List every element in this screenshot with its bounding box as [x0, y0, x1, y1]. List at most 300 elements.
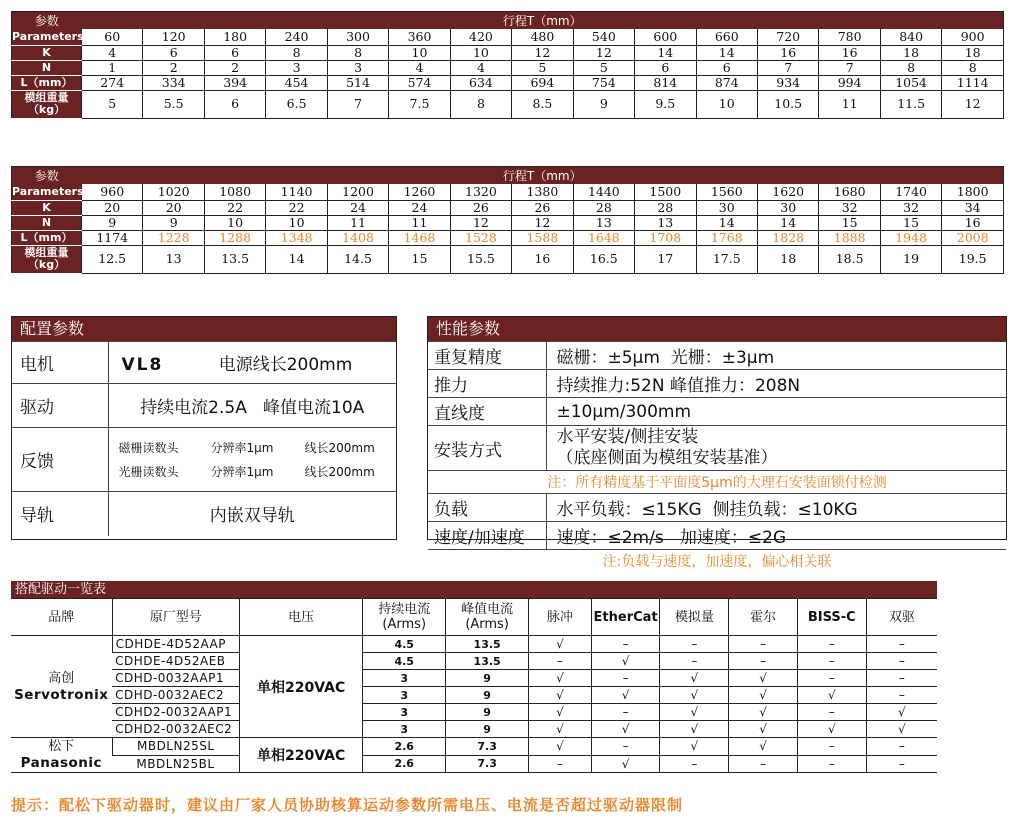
perf-value-0: 磁栅：±5μm 光栅：±3μm — [546, 342, 1006, 370]
support-cell: √ — [866, 721, 937, 738]
model-cell: MBDLN25BL — [112, 755, 239, 773]
cell-L: 394 — [204, 75, 265, 90]
cell-W: 7.5 — [389, 90, 450, 118]
drive-label: 驱动 — [12, 384, 108, 428]
cell-T: 1620 — [757, 184, 818, 200]
support-cell: – — [729, 755, 798, 773]
cell-K: 14 — [696, 45, 757, 60]
weight-label-unit: （kg） — [27, 258, 66, 271]
drives-title: 搭配驱动一览表 — [11, 581, 937, 599]
support-cell: – — [797, 636, 866, 653]
cell-W: 11.5 — [880, 90, 941, 118]
weight-label-cn: 模组重量 — [24, 246, 69, 259]
cell-W: 13.5 — [204, 245, 265, 273]
support-cell: √ — [660, 738, 729, 756]
cell-N: 8 — [880, 60, 941, 75]
cell-N: 13 — [635, 215, 696, 230]
cell-L: 694 — [512, 75, 573, 90]
drive-header-5: 脉冲 — [529, 599, 592, 636]
cell-T: 1260 — [389, 184, 450, 200]
cell-W: 14 — [266, 245, 327, 273]
drive-header-2: 电压 — [239, 599, 362, 636]
perf-note-2: 注:负载与速度，加速度，偏心相关联 — [428, 550, 1006, 573]
brand-cn: 松下 — [48, 739, 75, 754]
cell-N: 4 — [450, 60, 511, 75]
support-cell: √ — [797, 687, 866, 704]
cell-N: 2 — [143, 60, 204, 75]
cell-N: 11 — [389, 215, 450, 230]
cell-L: 754 — [573, 75, 634, 90]
cell-W: 12 — [942, 90, 1004, 118]
fb1-res: 分辨率1μm — [210, 440, 274, 455]
support-cell: √ — [529, 738, 592, 756]
cell-L: 1174 — [82, 230, 143, 245]
cell-N: 14 — [696, 215, 757, 230]
header-cont-l1: 持续电流 — [378, 602, 431, 617]
cell-N: 12 — [450, 215, 511, 230]
cell-K: 6 — [204, 45, 265, 60]
model-cell: CDHD-0032AAP1 — [112, 670, 239, 687]
drive-row — [11, 721, 937, 738]
drive-row — [11, 687, 937, 704]
cell-T: 240 — [266, 29, 327, 45]
cell-N: 9 — [82, 215, 143, 230]
cell-T: 1200 — [327, 184, 388, 200]
support-cell: √ — [529, 687, 592, 704]
support-cell: – — [660, 653, 729, 670]
support-cell: – — [591, 738, 660, 756]
perf-value-2: ±10μm/300mm — [546, 398, 1006, 426]
cell-K: 20 — [82, 200, 143, 215]
cell-L: 1588 — [512, 230, 573, 245]
support-cell: √ — [729, 738, 798, 756]
perf-note-1: 注：所有精度基于平面度5μm的大理石安装面锁付检测 — [428, 471, 1006, 494]
cell-L: 1708 — [635, 230, 696, 245]
cell-L: 1408 — [327, 230, 388, 245]
weight-label-cn: 模组重量 — [24, 91, 69, 104]
model-cell: CDHD2-0032AAP1 — [112, 704, 239, 721]
config-title: 配置参数 — [12, 317, 396, 341]
support-cell: – — [866, 755, 937, 773]
cell-L: 1828 — [757, 230, 818, 245]
support-cell: √ — [591, 687, 660, 704]
row-label-T: Parameters — [12, 29, 82, 45]
cell-K: 14 — [635, 45, 696, 60]
brand-en: Servotronix — [14, 686, 109, 703]
cell-L: 1648 — [573, 230, 634, 245]
voltage-cell: 单相220VAC — [239, 738, 362, 773]
cell-W: 5 — [82, 90, 143, 118]
cell-W: 14.5 — [327, 245, 388, 273]
cell-W: 7 — [327, 90, 388, 118]
cell-W: 8 — [450, 90, 511, 118]
drive-header-6: EtherCat — [591, 599, 660, 636]
cell-T: 360 — [389, 29, 450, 45]
support-cell: √ — [660, 721, 729, 738]
drive-header-0: 品牌 — [11, 599, 112, 636]
cell-T: 120 — [143, 29, 204, 45]
cell-K: 22 — [266, 200, 327, 215]
cell-N: 10 — [204, 215, 265, 230]
cell-L: 874 — [696, 75, 757, 90]
cell-W: 12.5 — [82, 245, 143, 273]
cell-N: 5 — [512, 60, 573, 75]
support-cell: √ — [591, 755, 660, 773]
cell-L: 1228 — [143, 230, 204, 245]
header-cont-l2: (Arms) — [382, 617, 427, 632]
brand-cn: 高创 — [48, 670, 75, 686]
cell-N: 8 — [942, 60, 1004, 75]
cell-L: 1768 — [696, 230, 757, 245]
stroke-table-1 — [11, 11, 1004, 119]
row-label-W — [12, 245, 82, 273]
cell-N: 11 — [327, 215, 388, 230]
cell-T: 1800 — [942, 184, 1004, 200]
stroke-header: 行程T（mm） — [82, 12, 1004, 30]
model-cell: CDHD-0032AEC2 — [112, 687, 239, 704]
cell-K: 16 — [757, 45, 818, 60]
cell-N: 15 — [819, 215, 880, 230]
support-cell: √ — [591, 653, 660, 670]
row-label-L: L（mm） — [12, 75, 82, 90]
cell-N: 2 — [204, 60, 265, 75]
support-cell: – — [591, 704, 660, 721]
drive-row — [11, 670, 937, 687]
drive-row — [11, 636, 937, 653]
cell-W: 16.5 — [573, 245, 634, 273]
support-cell: – — [797, 653, 866, 670]
support-cell: – — [591, 636, 660, 653]
cell-K: 22 — [204, 200, 265, 215]
cell-W: 18.5 — [819, 245, 880, 273]
model-cell: CDHD2-0032AEC2 — [112, 721, 239, 738]
cell-W: 8.5 — [512, 90, 573, 118]
cell-W: 11 — [819, 90, 880, 118]
cell-L: 2008 — [942, 230, 1004, 245]
weight-label-unit: （kg） — [27, 103, 66, 116]
motor-model: VL8 — [121, 355, 164, 375]
cell-K: 18 — [880, 45, 941, 60]
cell-W: 15 — [389, 245, 450, 273]
cell-T: 720 — [757, 29, 818, 45]
peak-current: 7.3 — [446, 738, 529, 756]
model-cell: CDHDE-4D52AEB — [112, 653, 239, 670]
drive-value: 持续电流2.5A 峰值电流10A — [108, 384, 396, 428]
cell-K: 28 — [573, 200, 634, 215]
cell-N: 6 — [635, 60, 696, 75]
cell-W: 10.5 — [757, 90, 818, 118]
cell-L: 1348 — [266, 230, 327, 245]
cell-N: 3 — [266, 60, 327, 75]
drive-row — [11, 653, 937, 670]
drive-header-4 — [446, 599, 529, 636]
perf-value-3b: （底座侧面为模组安装基准） — [556, 448, 778, 468]
cell-L: 1288 — [204, 230, 265, 245]
row-label-L: L（mm） — [12, 230, 82, 245]
support-cell: – — [660, 636, 729, 653]
cell-K: 8 — [327, 45, 388, 60]
row-label-N: N — [12, 60, 82, 75]
cell-T: 780 — [819, 29, 880, 45]
rail-value: 内嵌双导轨 — [108, 492, 396, 536]
row-label-K: K — [12, 45, 82, 60]
cell-L: 1468 — [389, 230, 450, 245]
row-label-T: Parameters — [12, 184, 82, 200]
cell-T: 300 — [327, 29, 388, 45]
perf-value-5: 速度：≤2m/s 加速度：≤2G — [546, 522, 1006, 550]
cell-L: 1054 — [880, 75, 941, 90]
param-cn: 参数 — [12, 167, 82, 185]
cell-L: 574 — [389, 75, 450, 90]
header-peak-l1: 峰值电流 — [461, 602, 514, 617]
rail-label: 导轨 — [12, 492, 108, 536]
support-cell: – — [797, 670, 866, 687]
cell-N: 15 — [880, 215, 941, 230]
cell-K: 30 — [757, 200, 818, 215]
fb2-res: 分辨率1μm — [210, 464, 274, 479]
perf-label-2: 直线度 — [428, 398, 546, 426]
cell-T: 420 — [450, 29, 511, 45]
cell-W: 6 — [204, 90, 265, 118]
cell-T: 900 — [942, 29, 1004, 45]
cell-T: 1740 — [880, 184, 941, 200]
fb1-len: 线长200mm — [304, 440, 375, 455]
cell-W: 17.5 — [696, 245, 757, 273]
model-cell: MBDLN25SL — [112, 738, 239, 756]
row-label-K: K — [12, 200, 82, 215]
cell-T: 1320 — [450, 184, 511, 200]
support-cell: – — [866, 670, 937, 687]
cell-N: 10 — [266, 215, 327, 230]
cell-K: 6 — [143, 45, 204, 60]
drives-table — [11, 598, 937, 773]
cell-N: 14 — [757, 215, 818, 230]
cell-W: 9.5 — [635, 90, 696, 118]
cell-W: 13 — [143, 245, 204, 273]
support-cell: √ — [660, 670, 729, 687]
drive-header-7: 模拟量 — [660, 599, 729, 636]
cell-K: 10 — [389, 45, 450, 60]
support-cell: – — [729, 653, 798, 670]
support-cell: √ — [529, 704, 592, 721]
cell-K: 26 — [450, 200, 511, 215]
support-cell: √ — [529, 721, 592, 738]
cell-T: 840 — [880, 29, 941, 45]
support-cell: – — [729, 636, 798, 653]
model-cell: CDHDE-4D52AAP — [112, 636, 239, 653]
support-cell: – — [797, 704, 866, 721]
cont-current: 3 — [363, 721, 446, 738]
cont-current: 4.5 — [363, 636, 446, 653]
support-cell: – — [797, 738, 866, 756]
cont-current: 2.6 — [363, 738, 446, 756]
fb2-name: 光栅读数头 — [118, 464, 179, 479]
support-cell: √ — [729, 687, 798, 704]
cont-current: 3 — [363, 687, 446, 704]
feedback-label: 反馈 — [12, 428, 108, 492]
row-label-N: N — [12, 215, 82, 230]
drive-header-1: 原厂型号 — [112, 599, 239, 636]
cell-N: 13 — [573, 215, 634, 230]
support-cell: – — [866, 653, 937, 670]
drive-header-10: 双驱 — [866, 599, 937, 636]
support-cell: √ — [660, 704, 729, 721]
cell-T: 60 — [82, 29, 143, 45]
cont-current: 2.6 — [363, 755, 446, 773]
cell-N: 7 — [819, 60, 880, 75]
motor-label: 电机 — [12, 342, 108, 384]
peak-current: 9 — [446, 704, 529, 721]
cell-K: 24 — [327, 200, 388, 215]
stroke-table-2 — [11, 166, 1004, 274]
perf-value-1: 持续推力:52N 峰值推力：208N — [546, 370, 1006, 398]
cell-W: 15.5 — [450, 245, 511, 273]
cell-W: 19.5 — [942, 245, 1004, 273]
cell-T: 660 — [696, 29, 757, 45]
drive-row — [11, 738, 937, 756]
cell-L: 1888 — [819, 230, 880, 245]
support-cell: – — [866, 738, 937, 756]
cell-K: 32 — [819, 200, 880, 215]
cell-N: 16 — [942, 215, 1004, 230]
cell-T: 1080 — [204, 184, 265, 200]
cell-K: 12 — [573, 45, 634, 60]
drive-header-3 — [363, 599, 446, 636]
support-cell: – — [660, 755, 729, 773]
drive-row — [11, 755, 937, 773]
cell-N: 5 — [573, 60, 634, 75]
drive-header-8: 霍尔 — [729, 599, 798, 636]
cell-T: 1500 — [635, 184, 696, 200]
cell-K: 28 — [635, 200, 696, 215]
perf-value-4: 水平负载：≤15KG 侧挂负载：≤10KG — [546, 494, 1006, 522]
config-panel — [11, 316, 397, 540]
cell-T: 540 — [573, 29, 634, 45]
cell-K: 24 — [389, 200, 450, 215]
cell-K: 20 — [143, 200, 204, 215]
cell-T: 960 — [82, 184, 143, 200]
cell-T: 480 — [512, 29, 573, 45]
cell-W: 5.5 — [143, 90, 204, 118]
voltage-cell: 单相220VAC — [239, 636, 362, 738]
perf-label-1: 推力 — [428, 370, 546, 398]
cell-N: 12 — [512, 215, 573, 230]
support-cell: – — [529, 755, 592, 773]
drive-row — [11, 704, 937, 721]
cell-W: 16 — [512, 245, 573, 273]
cell-T: 1140 — [266, 184, 327, 200]
feedback-row-1 — [119, 436, 396, 460]
cell-W: 6.5 — [266, 90, 327, 118]
fb1-name: 磁栅读数头 — [118, 440, 179, 455]
perf-label-4: 负载 — [428, 494, 546, 522]
perf-label-3: 安装方式 — [428, 426, 546, 471]
cell-N: 9 — [143, 215, 204, 230]
cell-T: 180 — [204, 29, 265, 45]
support-cell: – — [797, 755, 866, 773]
cell-L: 994 — [819, 75, 880, 90]
cell-K: 32 — [880, 200, 941, 215]
cell-T: 1020 — [143, 184, 204, 200]
cell-K: 12 — [512, 45, 573, 60]
cont-current: 3 — [363, 704, 446, 721]
peak-current: 9 — [446, 687, 529, 704]
support-cell: √ — [797, 721, 866, 738]
cell-K: 4 — [82, 45, 143, 60]
support-cell: – — [529, 653, 592, 670]
cell-W: 18 — [757, 245, 818, 273]
cell-T: 1560 — [696, 184, 757, 200]
performance-panel — [427, 316, 1007, 570]
cell-K: 34 — [942, 200, 1004, 215]
drive-header-9: BISS-C — [797, 599, 866, 636]
cell-L: 274 — [82, 75, 143, 90]
support-cell: √ — [729, 721, 798, 738]
cell-L: 1948 — [880, 230, 941, 245]
support-cell: √ — [729, 670, 798, 687]
fb2-len: 线长200mm — [304, 464, 375, 479]
cell-K: 18 — [942, 45, 1004, 60]
support-cell: √ — [591, 721, 660, 738]
support-cell: – — [866, 687, 937, 704]
cell-T: 1440 — [573, 184, 634, 200]
cell-T: 600 — [635, 29, 696, 45]
peak-current: 9 — [446, 670, 529, 687]
cell-L: 634 — [450, 75, 511, 90]
support-cell: – — [591, 670, 660, 687]
support-cell: √ — [660, 687, 729, 704]
peak-current: 9 — [446, 721, 529, 738]
cell-L: 814 — [635, 75, 696, 90]
footer-note: 提示：配松下驱动器时，建议由厂家人员协助核算运动参数所需电压、电流是否超过驱动器限制 — [11, 796, 684, 814]
cell-W: 10 — [696, 90, 757, 118]
cell-K: 8 — [266, 45, 327, 60]
cell-L: 514 — [327, 75, 388, 90]
header-peak-l2: (Arms) — [465, 617, 509, 632]
brand-en: Panasonic — [20, 755, 102, 771]
cell-K: 10 — [450, 45, 511, 60]
row-label-W — [12, 90, 82, 118]
cell-L: 1114 — [942, 75, 1004, 90]
param-cn: 参数 — [12, 12, 82, 30]
support-cell: √ — [729, 704, 798, 721]
cell-W: 9 — [573, 90, 634, 118]
cell-N: 7 — [757, 60, 818, 75]
performance-title: 性能参数 — [428, 317, 1006, 341]
cont-current: 4.5 — [363, 653, 446, 670]
cell-W: 19 — [880, 245, 941, 273]
cell-T: 1380 — [512, 184, 573, 200]
cell-L: 934 — [757, 75, 818, 90]
cell-N: 1 — [82, 60, 143, 75]
cell-T: 1680 — [819, 184, 880, 200]
perf-value-3: 水平安装/侧挂安装 — [556, 427, 699, 447]
cell-N: 3 — [327, 60, 388, 75]
peak-current: 13.5 — [446, 636, 529, 653]
cell-N: 4 — [389, 60, 450, 75]
support-cell: √ — [866, 704, 937, 721]
peak-current: 13.5 — [446, 653, 529, 670]
cell-N: 6 — [696, 60, 757, 75]
perf-label-0: 重复精度 — [428, 342, 546, 370]
feedback-row-2 — [119, 460, 396, 484]
cell-L: 454 — [266, 75, 327, 90]
cell-K: 16 — [819, 45, 880, 60]
brand-cell — [11, 738, 112, 773]
support-cell: √ — [529, 636, 592, 653]
cell-W: 17 — [635, 245, 696, 273]
cell-K: 30 — [696, 200, 757, 215]
